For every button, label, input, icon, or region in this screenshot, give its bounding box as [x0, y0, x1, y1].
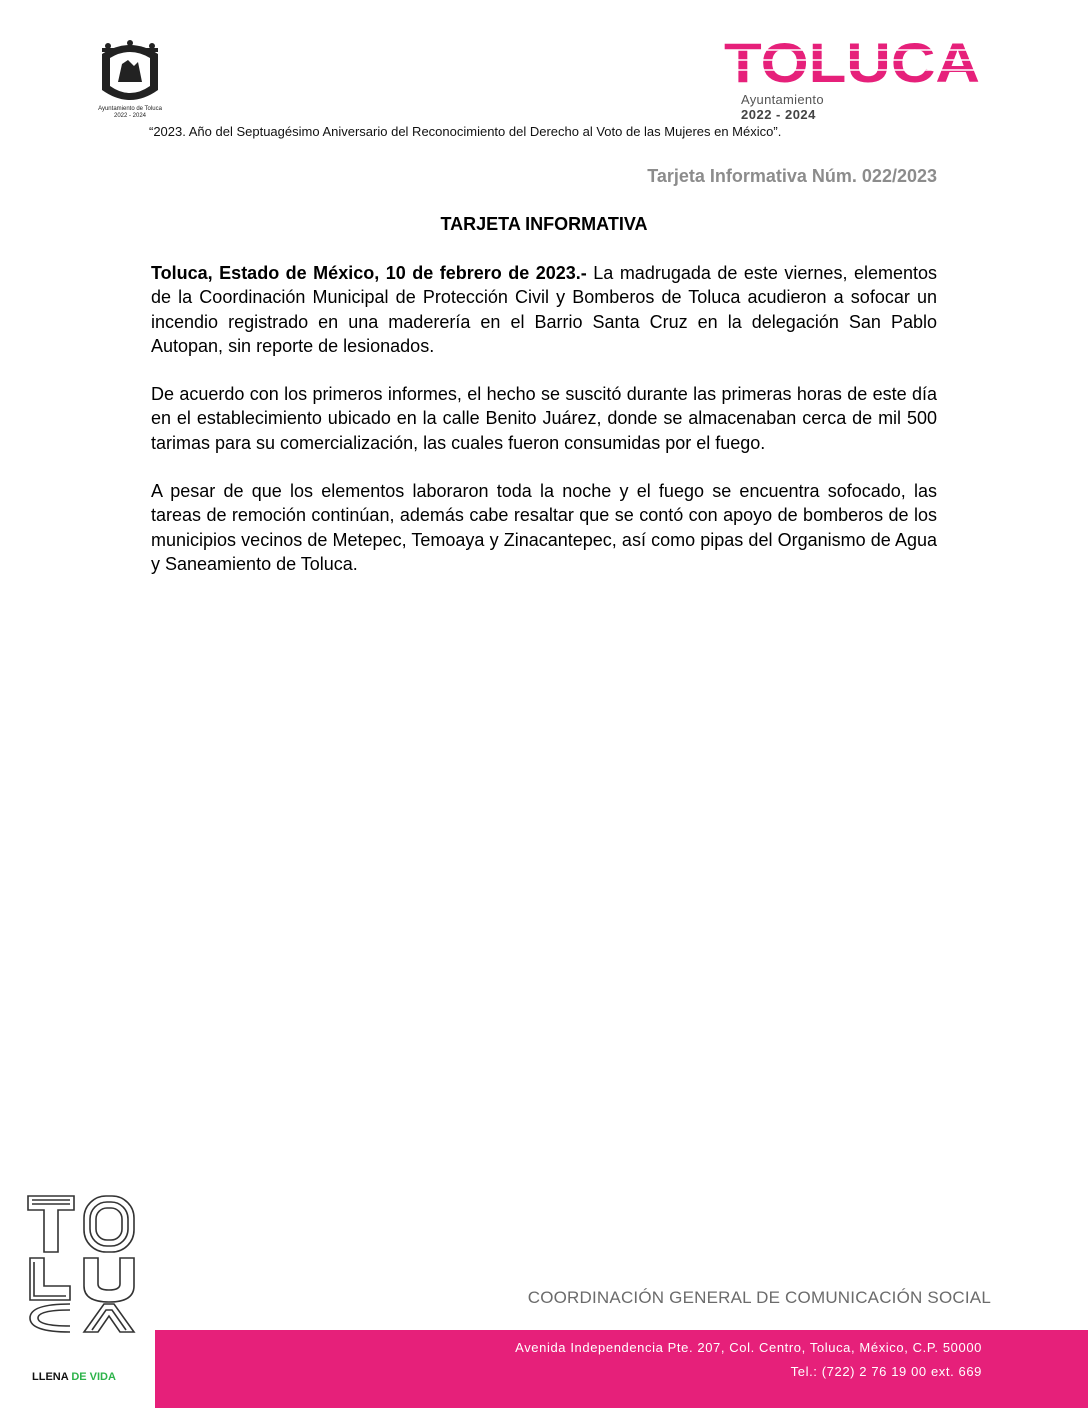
paragraph-1	[151, 261, 937, 358]
year-slogan: “2023. Año del Septuagésimo Aniversario del Reconocimiento del Derecho al Voto de las Mujeres en México”.	[149, 124, 782, 139]
footer-phone: Tel.: (722) 2 76 19 00 ext. 669	[790, 1364, 982, 1379]
footer-tagline	[32, 1371, 116, 1383]
ayuntamiento-years: 2022 - 2024	[741, 107, 816, 122]
toluca-logo-icon	[724, 36, 982, 88]
paragraph-3: A pesar de que los elementos laboraron toda la noche y el fuego se encuentra sofocado, las tareas de remoción continúan, además cabe resaltar que se contó con apoyo de bomberos de los municipios vecinos de Metepec, Temoaya y Zinacantepec, así como pipas del Organismo de Agua y Saneamiento de Toluca.	[151, 481, 937, 574]
dateline: Toluca, Estado de México, 10 de febrero de 2023.-	[151, 263, 587, 283]
footer-address: Avenida Independencia Pte. 207, Col. Centro, Toluca, México, C.P. 50000	[515, 1340, 982, 1355]
paragraph-2: De acuerdo con los primeros informes, el hecho se suscitó durante las primeras horas de este día en el establecimiento ubicado en la calle Benito Juárez, donde se almacenaban cerca de mil 500 tarimas para su comercialización, las cuales fueron consumidas por el fuego.	[151, 384, 937, 453]
tagline-de-vida: DE VIDA	[68, 1371, 116, 1383]
seal-years: 2022 - 2024	[113, 113, 147, 119]
ayuntamiento-label: Ayuntamiento	[741, 92, 824, 107]
tagline-llena: LLENA	[32, 1371, 69, 1383]
seal-icon	[88, 38, 172, 108]
toluca-logo-text: TOLUCA	[724, 36, 980, 88]
document-body	[151, 261, 937, 600]
toluca-outline-logo-icon	[26, 1194, 138, 1334]
card-number: Tarjeta Informativa Núm. 022/2023	[647, 166, 937, 186]
toluca-footer-logo	[26, 1194, 138, 1334]
paragraph-1-text: La madrugada de este viernes, elementos de la Coordinación Municipal de Protección Civil y Bomberos de Toluca acudieron a sofocar un incendio registrado en una maderería en el Barrio Santa Cruz en la delegación San Pablo Autopan, sin reporte de lesionados.	[151, 263, 937, 356]
department-name: COORDINACIÓN GENERAL DE COMUNICACIÓN SOCIAL	[527, 1288, 991, 1307]
document-title: TARJETA INFORMATIVA	[440, 214, 648, 234]
seal-caption: Ayuntamiento de Toluca	[98, 106, 162, 112]
toluca-header-logo	[724, 36, 982, 88]
